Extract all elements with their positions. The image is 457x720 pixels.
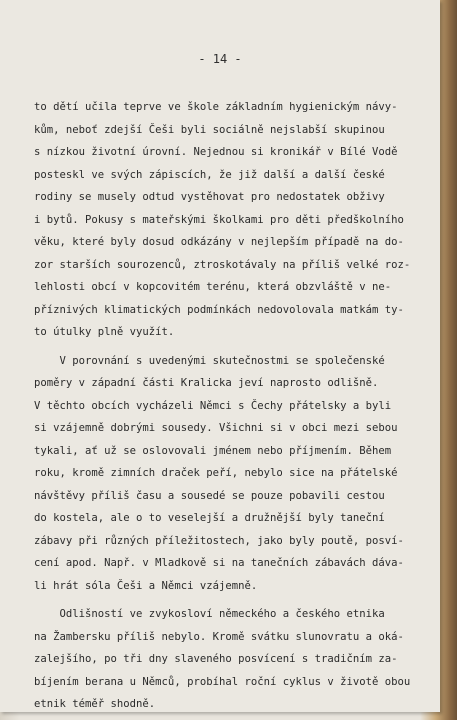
text-line: do kostela, ale o to veselejší a družnější byly taneční: [34, 512, 385, 524]
text-line: kům, neboť zdejší Češi byli sociálně nejslabší skupinou: [34, 123, 385, 136]
text-line: to útulky plně využít.: [34, 326, 175, 338]
text-line: tykali, ať už se oslovovali jménem nebo příjmením. Během: [34, 444, 392, 457]
text-line: zor starších sourozenců, ztroskotávaly na příliš velké roz-: [34, 258, 411, 271]
text-line: i bytů. Pokusy s mateřskými školkami pro děti předškolního: [34, 213, 404, 226]
text-line: to dětí učila teprve ve škole základním hygienickým návy-: [34, 101, 398, 113]
text-line: na Žambersku příliš nebylo. Kromě svátku slunovratu a oká-: [34, 630, 404, 643]
text-line: Odlišností ve zvykosloví německého a českého etnika: [34, 608, 385, 620]
text-line: zábavy při různých příležitostech, jako byly poutě, posví-: [34, 534, 404, 547]
text-line: poměry v západní části Kralicka jeví naprosto odlišně.: [34, 377, 379, 389]
text-line: si vzájemně dobrými sousedy. Všichni si v obci mezi sebou: [34, 422, 398, 434]
text-line: lehlosti obcí v kopcovitém terénu, která obzvláště v ne-: [34, 281, 392, 293]
text-line: V porovnání s uvedenými skutečnostmi se společenské: [34, 354, 385, 367]
text-line: s nízkou životní úrovní. Nejednou si kronikář v Bílé Vodě: [34, 146, 398, 158]
text-line: cení apod. Např. v Mladkově si na tanečních zábavách dáva-: [34, 557, 404, 569]
text-line: V těchto obcích vycházeli Němci s Čechy přátelsky a byli: [34, 399, 392, 412]
page-number: - 14 -: [198, 52, 242, 66]
text-line: návštěvy příliš času a sousedé se pouze pobavili cestou: [34, 489, 385, 502]
text-line: bíjením berana u Němců, probíhal roční cyklus v životě obou: [34, 675, 411, 688]
text-line: zalejšího, po tři dny slaveného posvícení s tradičním za-: [34, 653, 398, 665]
text-line: rodiny se musely odtud vystěhovat pro nedostatek obživy: [34, 191, 385, 203]
text-line: posteskl ve svých zápiscích, že již další a další české: [34, 168, 385, 181]
text-line: roku, kromě zimních draček peří, nebylo sice na přátelské: [34, 467, 398, 479]
text-line: věku, které byly dosud odkázány v nejlepším případě na do-: [34, 236, 404, 248]
text-line: příznivých klimatických podmínkách nedovolovala matkám ty-: [34, 303, 404, 316]
body-text: [34, 96, 416, 716]
text-line: li hrát sóla Češi a Němci vzájemně.: [34, 579, 258, 592]
text-line: etnik téměř shodně.: [34, 698, 156, 710]
